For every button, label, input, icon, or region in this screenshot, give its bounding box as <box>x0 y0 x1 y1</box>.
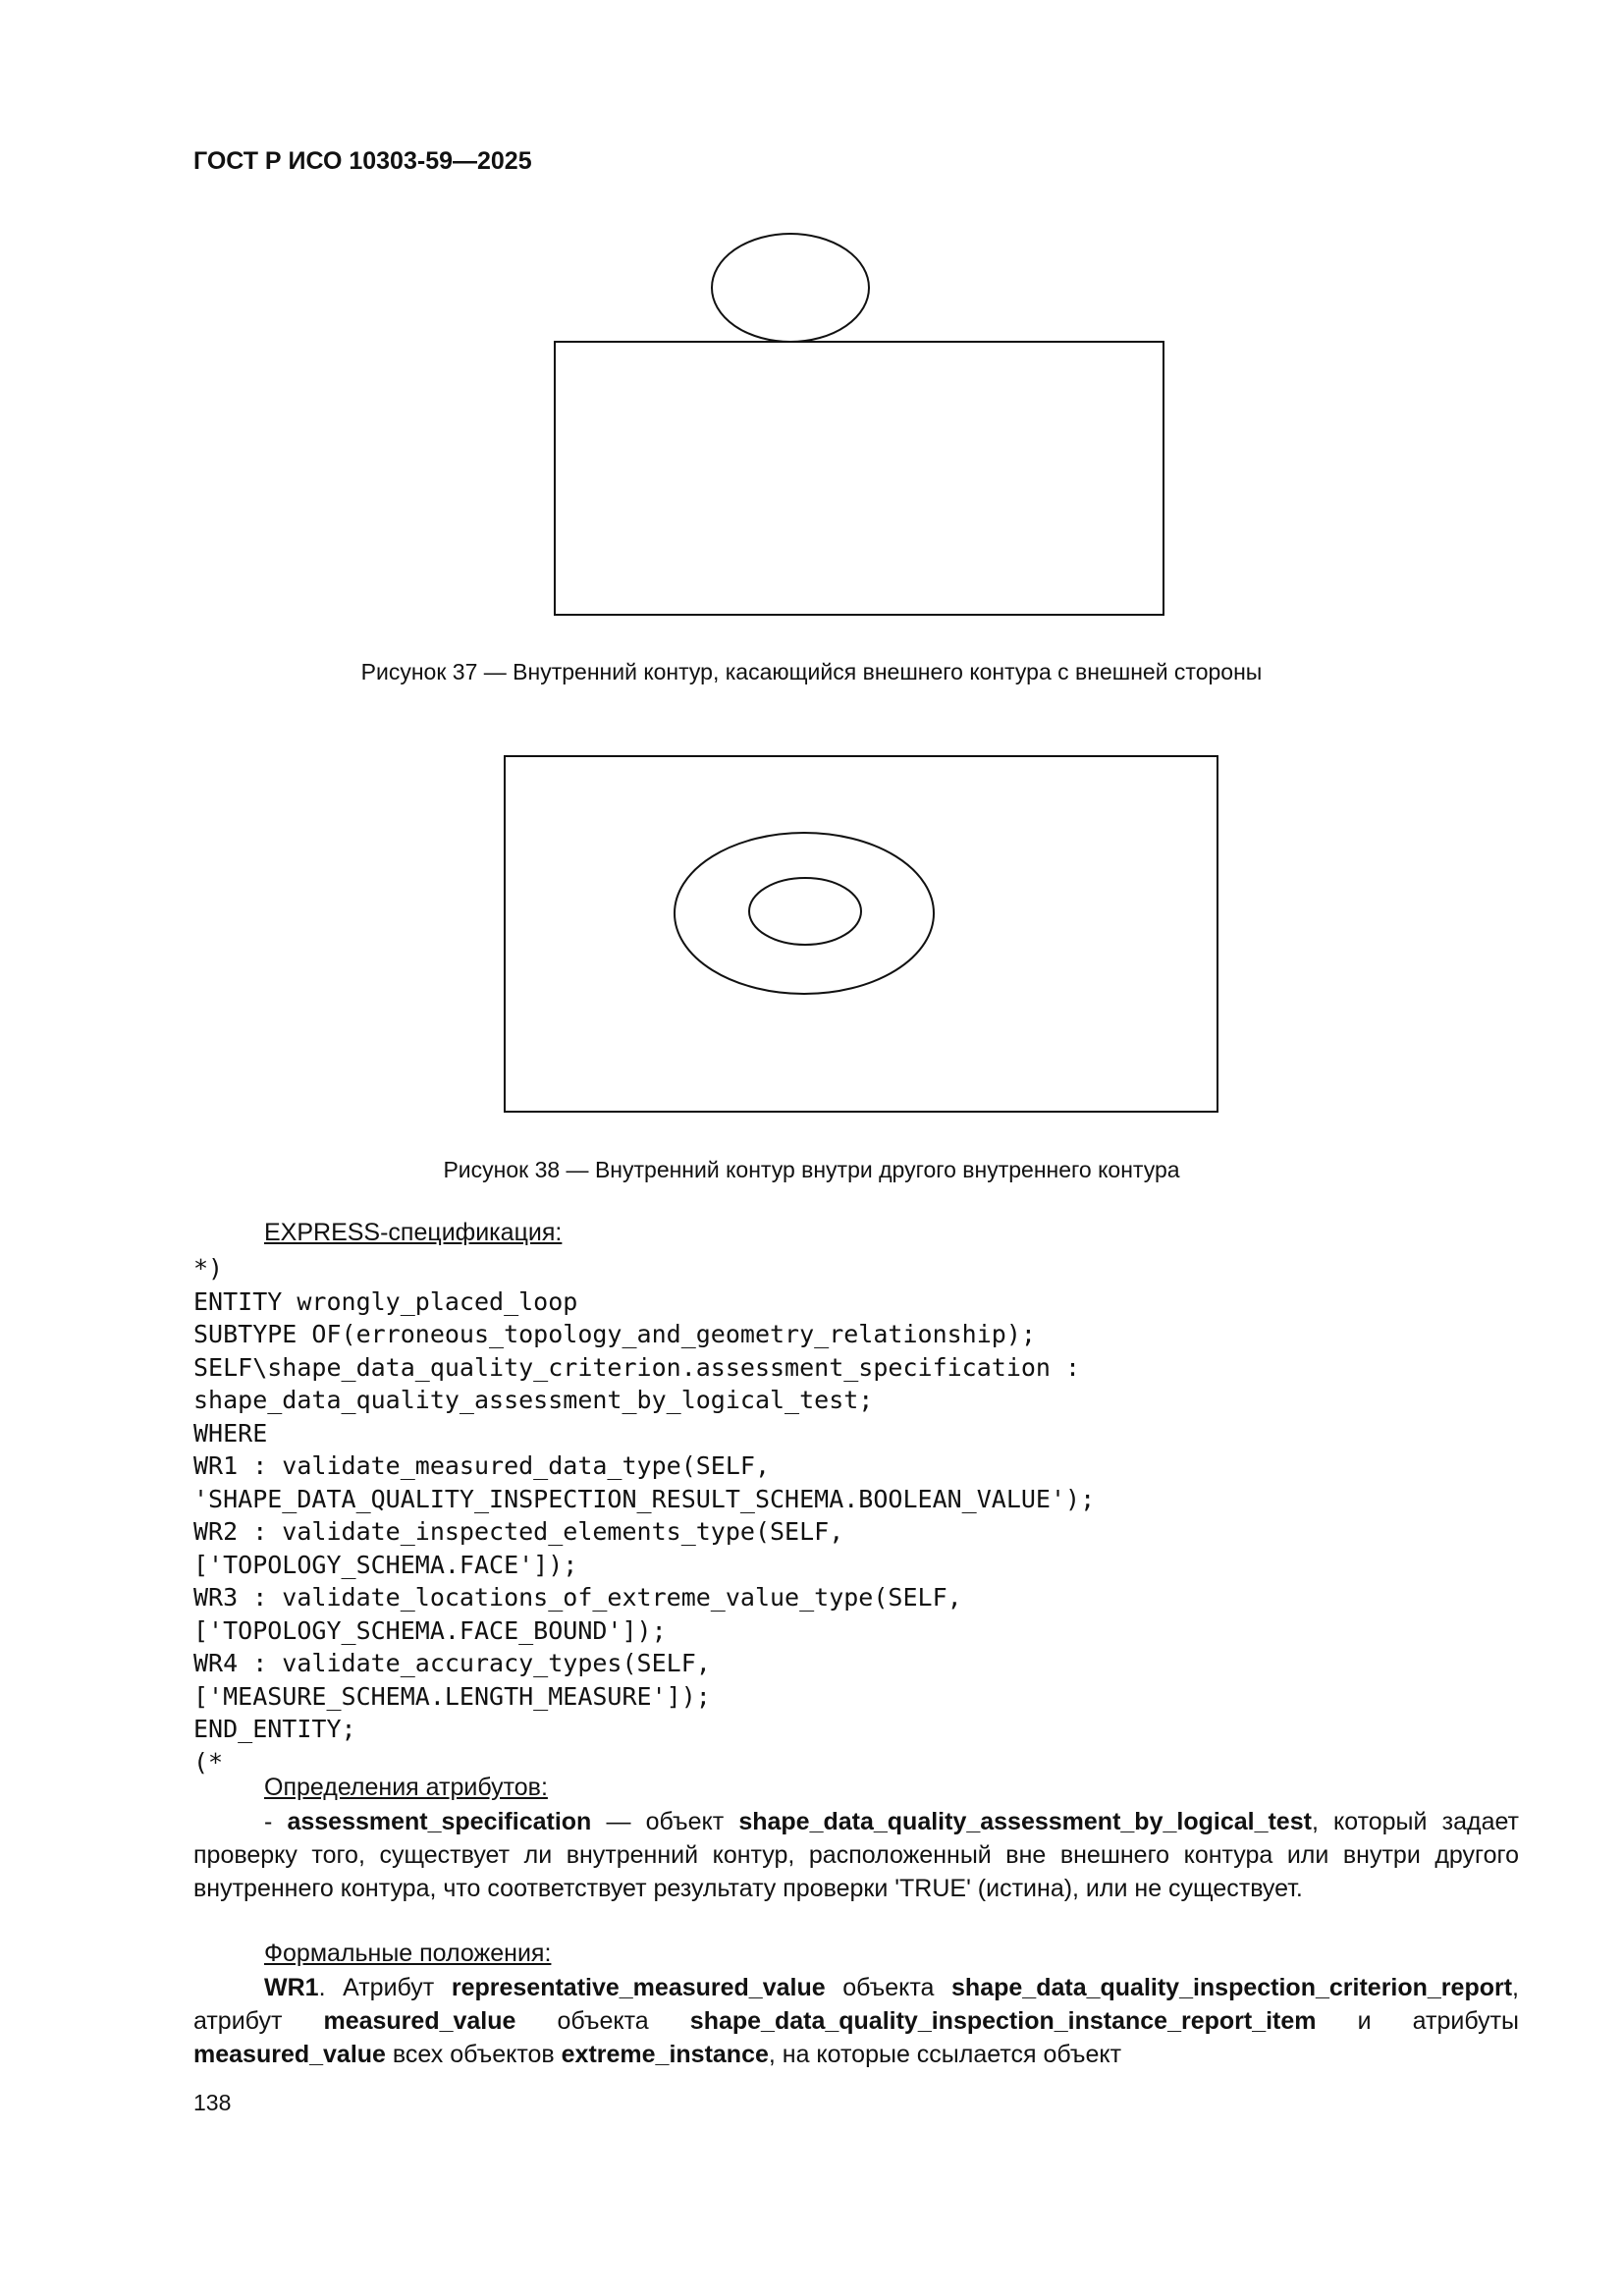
code-line: END_ENTITY; <box>193 1715 356 1743</box>
definition-text: , который задает проверку того, существует ли внутренний контур, расположенный вне внешнего контура или внутри другого внутреннего контура, что соответствует результату проверки 'TRUE' (истина), или не существует. <box>193 1808 1519 1902</box>
formal-heading: Формальные положения: <box>264 1940 552 1967</box>
code-line: ['TOPOLOGY_SCHEMA.FACE']); <box>193 1550 578 1579</box>
formal-wr1-paragraph <box>193 1971 1519 2071</box>
attribute-ref: representative_measured_value <box>451 1974 826 2001</box>
figure-38-caption: Рисунок 38 — Внутренний контур внутри другого внутреннего контура <box>443 1157 1180 1182</box>
inner-loop-ellipse-outer <box>675 833 934 994</box>
code-line: WR4 : validate_accuracy_types(SELF, <box>193 1649 711 1677</box>
code-line: (* <box>193 1747 224 1777</box>
code-line: WHERE <box>193 1418 268 1448</box>
text-run: всех объектов <box>385 2041 562 2068</box>
document-header: ГОСТ Р ИСО 10303-59—2025 <box>193 147 532 175</box>
text-run: и атрибуты <box>1316 2007 1520 2035</box>
outer-loop-rectrangle <box>555 342 1163 615</box>
entity-ref: extreme_instance <box>561 2041 769 2068</box>
code-line: WR2 : validate_inspected_elements_type(SELF, <box>193 1517 844 1546</box>
express-code-block <box>193 1252 1095 1778</box>
text-run: . Атрибут <box>318 1974 452 2001</box>
code-line: ['TOPOLOGY_SCHEMA.FACE_BOUND']); <box>193 1615 667 1645</box>
list-dash: - <box>264 1808 288 1835</box>
attribute-type: shape_data_quality_assessment_by_logical_test <box>738 1808 1312 1835</box>
code-line: SELF\shape_data_quality_criterion.assessment_specification : <box>193 1352 1081 1382</box>
inner-loop-ellipse <box>712 234 869 342</box>
code-line: WR1 : validate_measured_data_type(SELF, <box>193 1451 770 1480</box>
code-line: WR3 : validate_locations_of_extreme_value_type(SELF, <box>193 1583 962 1612</box>
attribute-name: assessment_specification <box>287 1808 592 1835</box>
outer-loop-rectangle <box>505 756 1217 1112</box>
figure-37-diagram <box>540 231 1168 619</box>
code-line: SUBTYPE OF(erroneous_topology_and_geometry_relationship); <box>193 1320 1036 1348</box>
text-run: , на которые ссылается объект <box>768 2041 1122 2068</box>
code-line: *) <box>193 1254 224 1283</box>
code-line: 'SHAPE_DATA_QUALITY_INSPECTION_RESULT_SCHEMA.BOOLEAN_VALUE'); <box>193 1484 1096 1513</box>
rule-label: WR1 <box>264 1974 319 2001</box>
text-run: , атрибут <box>193 1974 1519 2035</box>
figure-38-diagram <box>496 751 1222 1115</box>
entity-ref: shape_data_quality_inspection_instance_report_item <box>689 2007 1317 2035</box>
code-line: ENTITY wrongly_placed_loop <box>193 1286 578 1316</box>
text-run: объекта <box>515 2007 690 2035</box>
attribute-ref: measured_value <box>323 2007 516 2035</box>
definition-connector: — объект <box>591 1808 739 1835</box>
figure-37-caption: Рисунок 37 — Внутренний контур, касающийся внешнего контура с внешней стороны <box>360 659 1263 684</box>
entity-ref: shape_data_quality_inspection_criterion_report <box>951 1974 1513 2001</box>
attributes-heading: Определения атрибутов: <box>264 1774 548 1801</box>
express-heading: EXPRESS-спецификация: <box>264 1219 563 1246</box>
attribute-definition <box>193 1805 1519 1905</box>
text-run: объекта <box>825 1974 952 2001</box>
inner-loop-ellipse-nested <box>749 878 861 945</box>
attribute-ref: measured_value <box>193 2041 386 2068</box>
code-line: ['MEASURE_SCHEMA.LENGTH_MEASURE']); <box>193 1681 711 1711</box>
code-line: shape_data_quality_assessment_by_logical_test; <box>193 1386 874 1414</box>
page-number: 138 <box>193 2090 232 2115</box>
